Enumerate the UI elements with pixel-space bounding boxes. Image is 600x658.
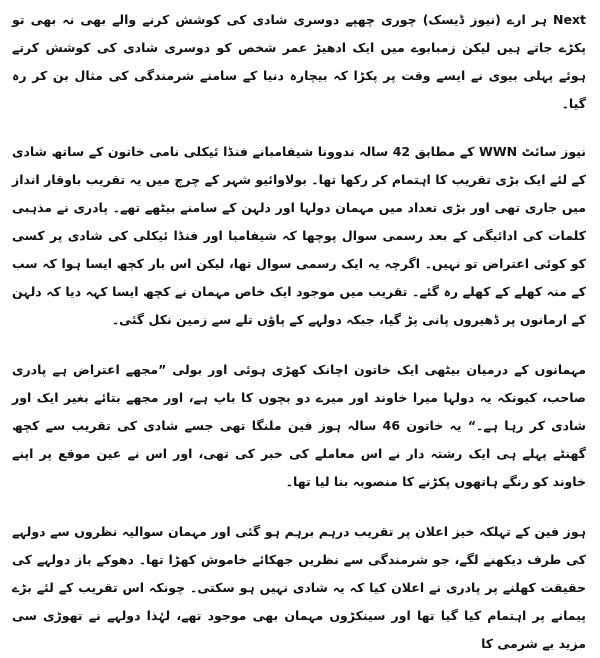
article-paragraph-3: مہمانوں کے درمیان بیٹھی ایک خاتون اچانک کھڑی ہوئی اور بولی ”مجھے اعتراض ہے پادری صاحب، کیونکہ یہ دولہا میرا خاوند اور میرے دو بچوں کا باپ ہے، اور مجھے بتائے بغیر ایک اور شادی کر رہا ہے۔“ یہ خاتون 46 سالہ ہوز فین ملنگا تھی جسے شادی کی تقریب سے کچھ گھنٹے پہلے ہی ایک رشتہ دار نے اس معاملے کی خبر کی تھی، اور اس نے عین موقع پر اپنے خاوند کو رنگے ہاتھوں پکڑنے کا منصوبہ بنا لیا تھا۔: [12, 362, 586, 489]
article-paragraph-1: Next ہر ارے (نیوز ڈیسک) چوری چھپے دوسری شادی کی کوشش کرنے والے بھی نہ بھی تو پکڑے جاتے ہیں لیکن زمبابوے میں ایک ادھیڑ عمر شخص کو دوسری شادی کی کوشش کرتے ہوئے پہلی بیوی نے ایسے وقت پر پکڑا کہ بیچارہ دنیا کے سامنے شرمندگی کی مثال بن کر رہ گیا۔: [12, 12, 586, 111]
article-paragraph-2: نیوز سائٹ WWN کے مطابق 42 سالہ ندوونا شیفامبانے فنڈا ئیکلی نامی خاتون کے ساتھ شادی کے لئے ایک بڑی تقریب کا اہتمام کر رکھا تھا۔ بولاوائیو شہر کے چرچ میں یہ تقریب باوقار انداز میں جاری تھی اور بڑی تعداد میں مہمان دولہا اور دلہن کے سامنے بیٹھے تھے۔ پادری نے مذہبی کلمات کی ادائیگی کے بعد رسمی سوال پوچھا کہ شیفامبا اور فنڈا ئیکلی کی شادی پر کسی کو کوئی اعتراض تو نہیں۔ اگرچہ یہ ایک رسمی سوال تھا، لیکن اس بار کچھ ایسا ہوا کہ سب کے منہ کھلے کے کھلے رہ گئے۔ تقریب میں موجود ایک خاص مہمان نے کچھ ایسا کہہ دیا کہ دلہن کے ارمانوں پر ڈھیروں پانی پڑ گیا، جبکہ دولہے کے پاؤں تلے سے زمین نکل گئی۔: [12, 144, 586, 327]
article-paragraph-4: ہوز فین کے تہلکہ خیز اعلان پر تقریب درہم برہم ہو گئی اور مہمان سوالیہ نظروں سے دولہے کی طرف دیکھنے لگے، جو شرمندگی سے نظریں جھکائے خاموش کھڑا تھا۔ دھوکے باز دولہے کی حقیقت کھلنے پر پادری نے اعلان کیا کہ یہ شادی نہیں ہو سکتی۔ چونکہ اس تقریب کے لئے بڑے پیمانے پر اہتمام کیا گیا تھا اور سینکڑوں مہمان بھی موجود تھے، لہٰذا دولہے نے تھوڑی سی مزید بے شرمی کا: [12, 524, 586, 651]
